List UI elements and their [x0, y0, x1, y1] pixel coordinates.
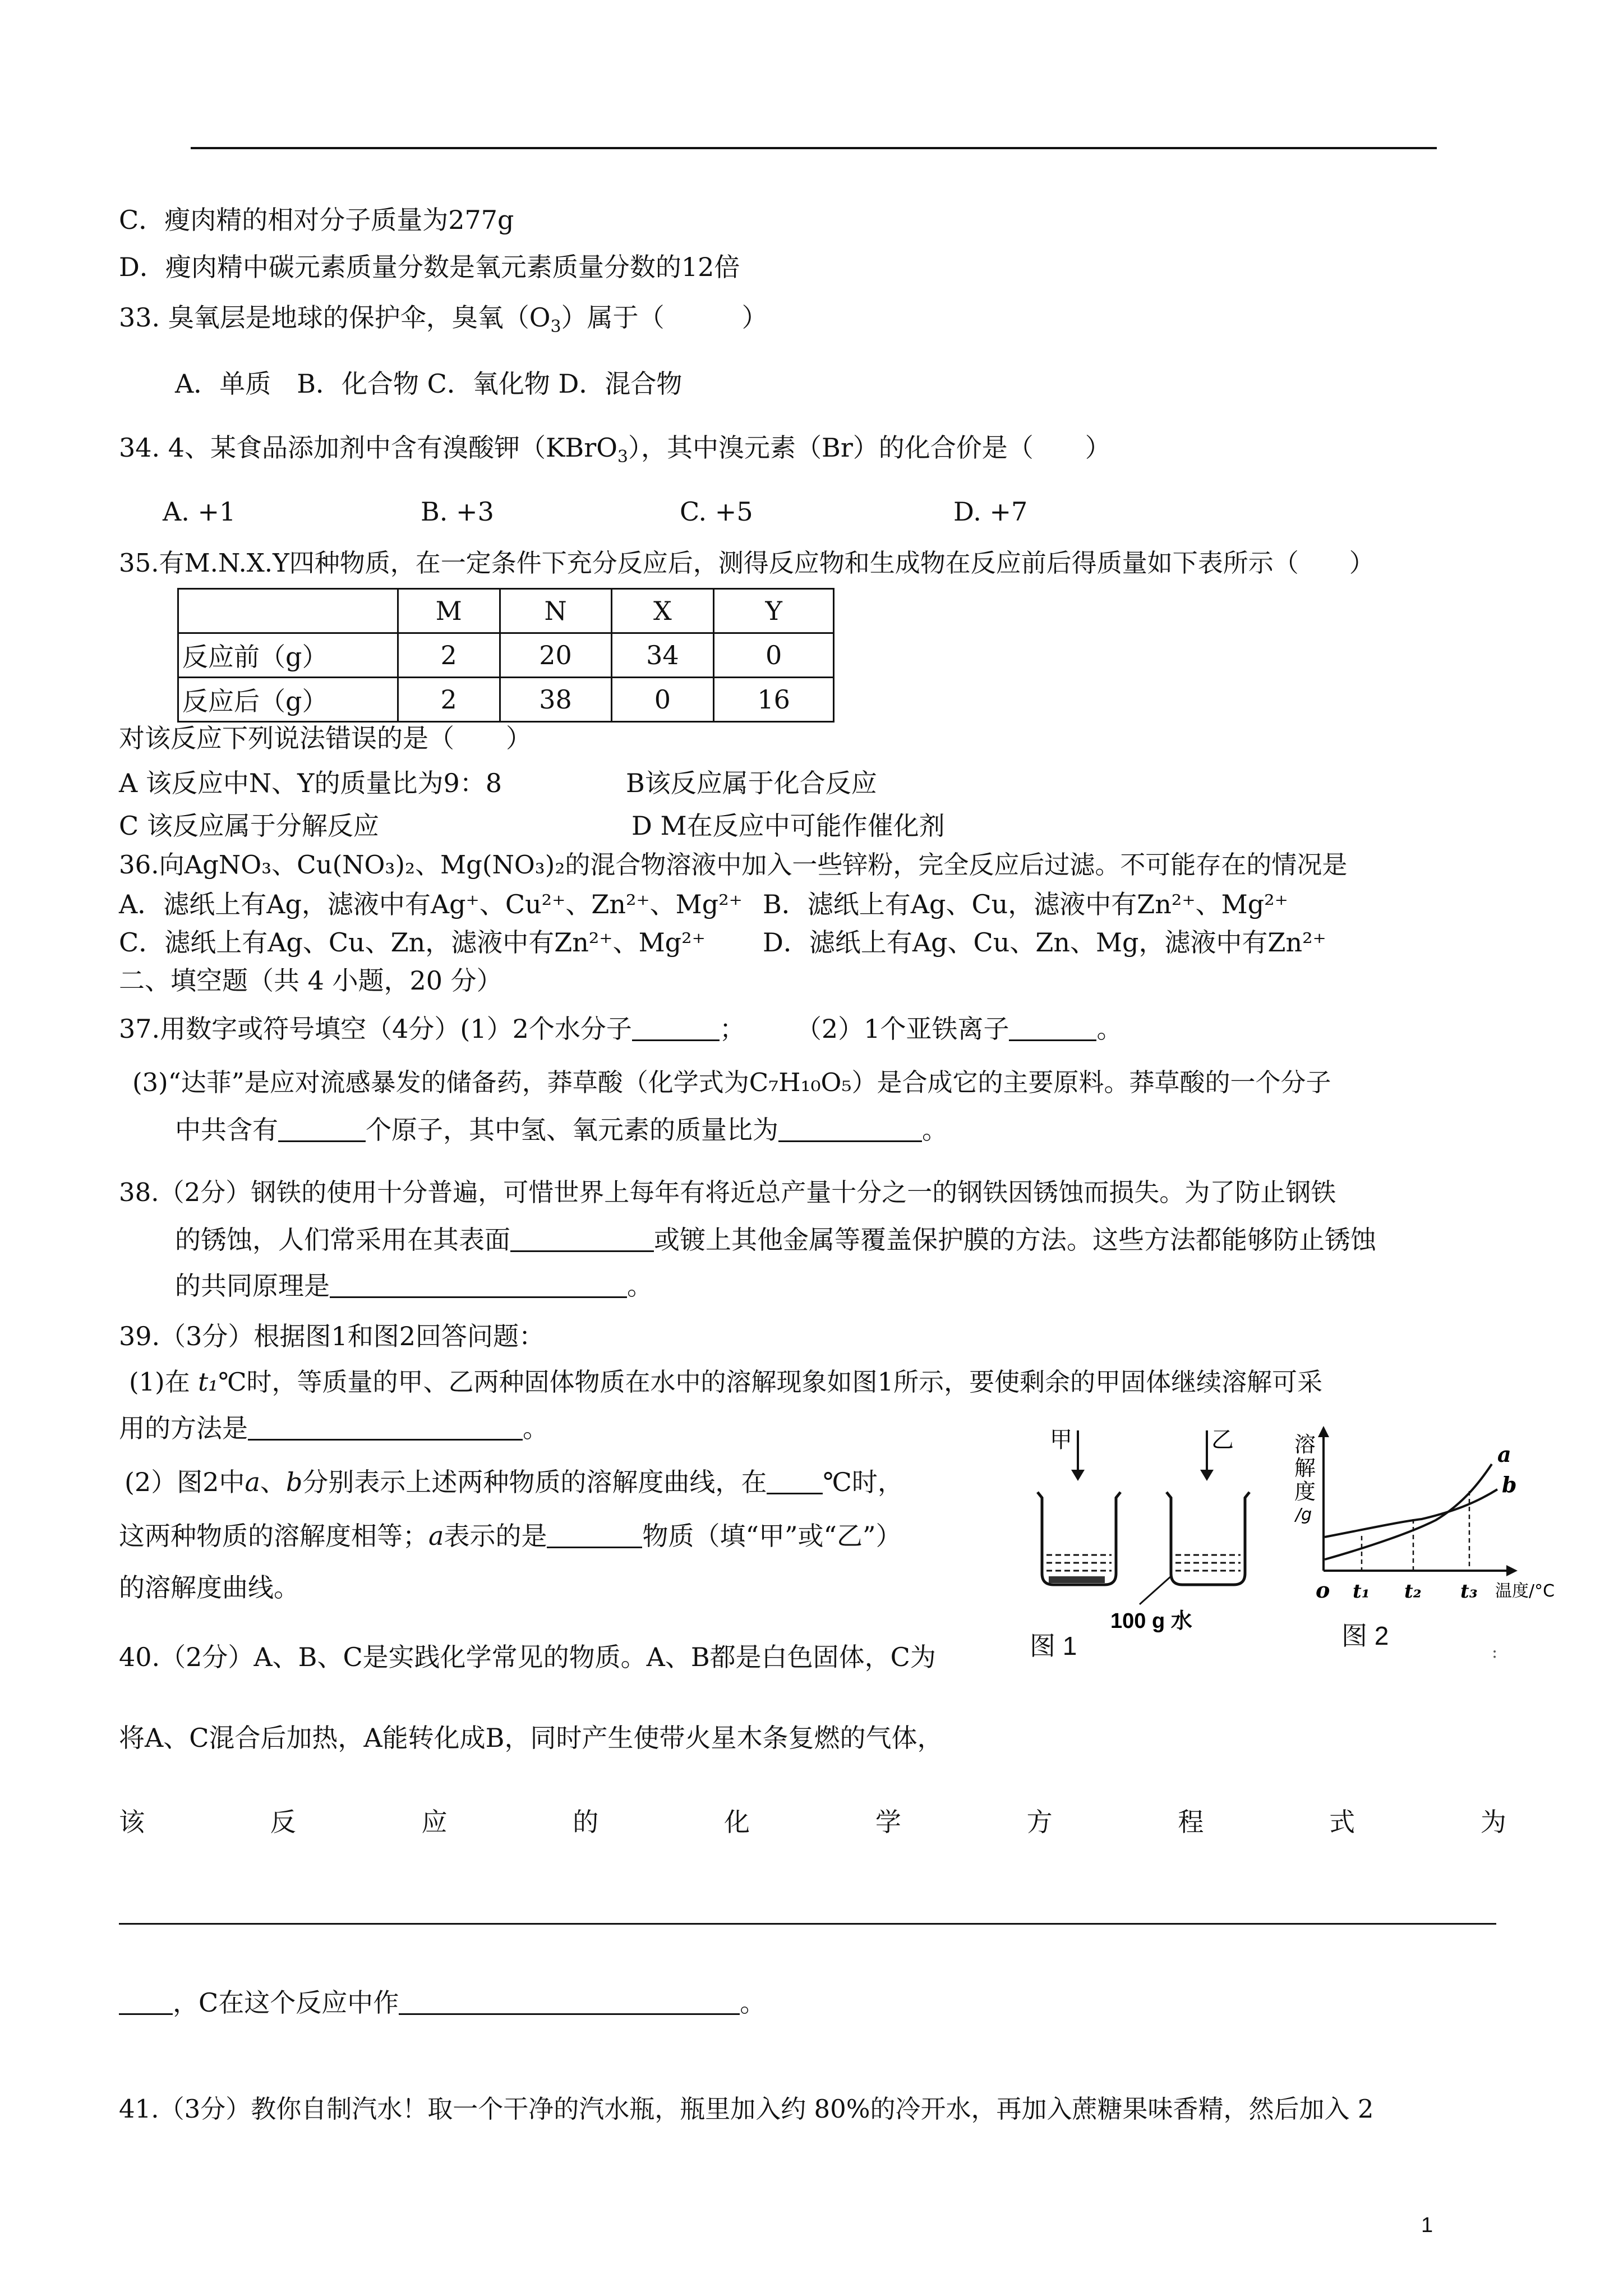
q39-text: (2）图2中	[125, 1467, 245, 1497]
q38-text: 或镀上其他金属等覆盖保护膜的方法。这些方法都能够防止锈蚀	[654, 1225, 1376, 1255]
table-row	[178, 633, 834, 678]
q39-italic: b	[285, 1467, 303, 1497]
q39-stem: 39.（3分）根据图1和图2回答问题：	[119, 1321, 545, 1351]
answer-blank[interactable]	[778, 1116, 922, 1142]
table-cell: 0	[714, 633, 834, 678]
stray-mark: :	[1492, 1642, 1498, 1662]
table-cell: 38	[500, 678, 611, 722]
q39-text: 。	[523, 1413, 548, 1443]
beaker-jia	[1038, 1492, 1121, 1585]
justified-char: 方	[1026, 1807, 1053, 1837]
q39-part1	[129, 1365, 1322, 1399]
q38-line3	[175, 1269, 653, 1303]
q37-text: 。	[1096, 1014, 1123, 1044]
answer-blank[interactable]	[1009, 1015, 1096, 1041]
q41-line1: 41.（3分）教你自制汽水！取一个干净的汽水瓶，瓶里加入约 80%的冷开水，再加入蔗糖果味香精，然后加入 2	[119, 2094, 1374, 2124]
q37-text: 中共含有	[175, 1115, 278, 1145]
table-header-cell: N	[500, 589, 611, 633]
q35-table	[177, 588, 834, 723]
q35-option-c: C 该反应属于分解反应	[119, 811, 379, 841]
table-row	[178, 678, 834, 722]
table-header-cell: X	[611, 589, 714, 633]
y-axis-unit: /g	[1295, 1505, 1312, 1525]
q36-option-d: D．滤纸上有Ag、Cu、Zn、Mg，滤液中有Zn²⁺	[763, 927, 1326, 958]
table-cell: 20	[500, 633, 611, 678]
curve-b	[1325, 1489, 1497, 1537]
y-axis-label: 解	[1294, 1456, 1316, 1480]
q37-line2: (3)“达菲”是应对流感暴发的储备药，莽草酸（化学式为C₇H₁₀O₅）是合成它的主要原料。莽草酸的一个分子	[132, 1068, 1331, 1097]
answer-blank[interactable]	[510, 1226, 654, 1252]
q36-option-c: C．滤纸上有Ag、Cu、Zn，滤液中有Zn²⁺、Mg²⁺	[119, 927, 706, 958]
curve-a	[1325, 1464, 1492, 1559]
tick-t1: t₁	[1353, 1580, 1370, 1603]
answer-line[interactable]	[119, 1923, 1496, 1925]
table-header-cell	[178, 589, 398, 633]
table-cell: 2	[398, 633, 500, 678]
answer-blank[interactable]	[767, 1468, 823, 1494]
q34-stem-tail: ），其中溴元素（Br）的化合价是（ ）	[628, 432, 1111, 463]
q35-option-b: B该反应属于化合反应	[626, 768, 877, 798]
q39-text: 物质（填“甲”或“乙”）	[642, 1521, 902, 1551]
justified-char: 程	[1178, 1807, 1204, 1837]
q33-stem	[119, 301, 768, 344]
curve-a-label: a	[1497, 1442, 1511, 1467]
q39-part2-line3: 的溶解度曲线。	[119, 1572, 299, 1603]
answer-blank[interactable]	[330, 1272, 627, 1298]
q33-stem-text: 33. 臭氧层是地球的保护伞，臭氧（O	[119, 302, 551, 333]
q37-line1	[119, 1012, 1122, 1046]
justified-char: 的	[573, 1807, 599, 1837]
section-title: 二、填空题（共 4 小题，20 分）	[119, 965, 502, 996]
q35-option-d: D M在反应中可能作催化剂	[631, 811, 945, 841]
page-number: 1	[1421, 2214, 1433, 2237]
q39-part2-line2	[119, 1519, 902, 1553]
q33-options: A．单质 B．化合物 C．氧化物 D．混合物	[175, 369, 683, 399]
figure-1	[1026, 1425, 1262, 1649]
answer-blank[interactable]	[248, 1414, 523, 1441]
q40-line1: 40.（2分）A、B、C是实践化学常见的物质。A、B都是白色固体，C为	[119, 1642, 936, 1672]
justified-char: 学	[875, 1807, 901, 1837]
q34-option-c: C. +5	[680, 496, 753, 527]
q39-italic: a	[245, 1467, 260, 1497]
table-header-cell: M	[398, 589, 500, 633]
q37-text: ；	[719, 1014, 745, 1044]
arrow-head-jia	[1071, 1470, 1085, 1481]
justified-char: 式	[1329, 1807, 1355, 1837]
q37-text: 个原子，其中氢、氧元素的质量比为	[366, 1115, 778, 1145]
justified-char: 应	[421, 1807, 448, 1837]
q39-text: 分别表示上述两种物质的溶解度曲线，在	[302, 1467, 767, 1497]
beaker-yi	[1166, 1492, 1249, 1585]
q33-subscript: 3	[550, 317, 561, 337]
q34-option-b: B. +3	[421, 496, 494, 527]
figure-1-caption: 图 1	[1030, 1631, 1077, 1660]
q39-part2	[125, 1465, 903, 1499]
q40-text: 。	[740, 1987, 766, 2018]
q33-stem-tail: ）属于（ ）	[561, 302, 768, 333]
q39-text: 这两种物质的溶解度相等；	[119, 1521, 428, 1551]
x-axis-label: 温度/°C	[1495, 1581, 1555, 1601]
justified-char: 化	[724, 1807, 750, 1837]
q36-option-a: A．滤纸上有Ag，滤液中有Ag⁺、Cu²⁺、Zn²⁺、Mg²⁺	[119, 889, 743, 919]
q34-stem-text: 34. 4、某食品添加剂中含有溴酸钾（KBrO	[119, 432, 617, 463]
table-cell: 0	[611, 678, 714, 722]
x-axis-arrow	[1506, 1565, 1518, 1576]
origin-label: o	[1316, 1577, 1330, 1603]
label-yi: 乙	[1211, 1427, 1234, 1453]
q32-option-c: C．瘦肉精的相对分子质量为277g	[119, 205, 514, 235]
table-cell: 反应后（g）	[178, 678, 398, 722]
q35-option-a: A 该反应中N、Y的质量比为9：8	[119, 768, 502, 798]
tick-t3: t₃	[1460, 1580, 1478, 1603]
table-cell: 16	[714, 678, 834, 722]
q38-line2	[175, 1223, 1376, 1257]
q39-italic: a	[428, 1521, 444, 1551]
q39-text: 表示的是	[444, 1521, 547, 1551]
arrow-head-yi	[1200, 1470, 1214, 1481]
water-pointer	[1140, 1576, 1171, 1604]
q36-stem: 36.向AgNO₃、Cu(NO₃)₂、Mg(NO₃)₂的混合物溶液中加入一些锌粉，完全反应后过滤。不可能存在的情况是	[119, 850, 1348, 880]
figure-2	[1284, 1425, 1576, 1616]
header-rule	[191, 147, 1437, 149]
q38-text: 。	[627, 1271, 653, 1301]
q39-text: ℃时，等质量的甲、乙两种固体物质在水中的溶解现象如图1所示，要使剩余的甲固体继续溶解可采	[218, 1367, 1323, 1397]
q38-text: 的锈蚀，人们常采用在其表面	[175, 1225, 510, 1255]
q34-stem	[119, 431, 1111, 474]
answer-blank[interactable]	[547, 1522, 642, 1548]
q38-line1: 38.（2分）钢铁的使用十分普遍，可惜世界上每年有将近总产量十分之一的钢铁因锈蚀而损失。为了防止钢铁	[119, 1177, 1336, 1207]
label-jia: 甲	[1050, 1427, 1072, 1453]
water-label: 100 g 水	[1110, 1609, 1192, 1633]
q34-option-a: A. +1	[163, 496, 236, 527]
y-axis-label: 溶	[1294, 1432, 1316, 1457]
table-header-cell: Y	[714, 589, 834, 633]
q39-text: ℃时，	[823, 1467, 903, 1497]
q36-option-b: B．滤纸上有Ag、Cu，滤液中有Zn²⁺、Mg²⁺	[763, 889, 1288, 919]
table-cell: 反应前（g）	[178, 633, 398, 678]
y-axis-label: 度	[1294, 1479, 1316, 1504]
q39-part1-line2	[119, 1411, 548, 1445]
q34-option-d: D. +7	[953, 496, 1028, 527]
q39-text: (1)在	[129, 1367, 199, 1397]
curve-b-label: b	[1502, 1472, 1517, 1497]
table-cell: 2	[398, 678, 500, 722]
q39-italic: t₁	[198, 1367, 219, 1397]
figure-2-caption: 图 2	[1341, 1621, 1389, 1650]
q35-stem: 35.有M.N.X.Y四种物质，在一定条件下充分反应后，测得反应物和生成物在反应前后得质量如下表所示（ ）	[119, 548, 1375, 578]
answer-blank[interactable]	[278, 1116, 366, 1142]
answer-blank[interactable]	[632, 1015, 720, 1041]
q32-option-d: D．瘦肉精中碳元素质量分数是氧元素质量分数的12倍	[119, 252, 740, 282]
q38-text: 的共同原理是	[175, 1271, 330, 1301]
q37-text: 37.用数字或符号填空（4分）(1）2个水分子	[119, 1014, 632, 1044]
q35-prompt: 对该反应下列说法错误的是（ ）	[119, 723, 532, 753]
answer-blank[interactable]	[399, 1989, 740, 2015]
tick-t2: t₂	[1404, 1580, 1422, 1603]
justified-char: 该	[119, 1807, 145, 1837]
q37-text: 。	[922, 1115, 948, 1145]
table-header-row	[178, 589, 834, 633]
q37-line3	[175, 1113, 948, 1147]
q34-subscript: 3	[617, 447, 629, 467]
q40-line3	[119, 1805, 1506, 1839]
q40-line2: 将A、C混合后加热，A能转化成B，同时产生使带火星木条复燃的气体，	[119, 1723, 943, 1753]
q40-text: ，C在这个反应中作	[173, 1987, 399, 2018]
y-axis-arrow	[1318, 1426, 1329, 1437]
justified-char: 反	[270, 1807, 296, 1837]
q39-text: 、	[260, 1467, 286, 1497]
q40-line4	[119, 1986, 766, 2019]
table-cell: 34	[611, 633, 714, 678]
answer-blank[interactable]	[119, 1989, 173, 2015]
justified-char: 为	[1480, 1807, 1506, 1837]
q37-text: （2）1个亚铁离子	[795, 1014, 1009, 1044]
q39-text: 用的方法是	[119, 1413, 248, 1443]
